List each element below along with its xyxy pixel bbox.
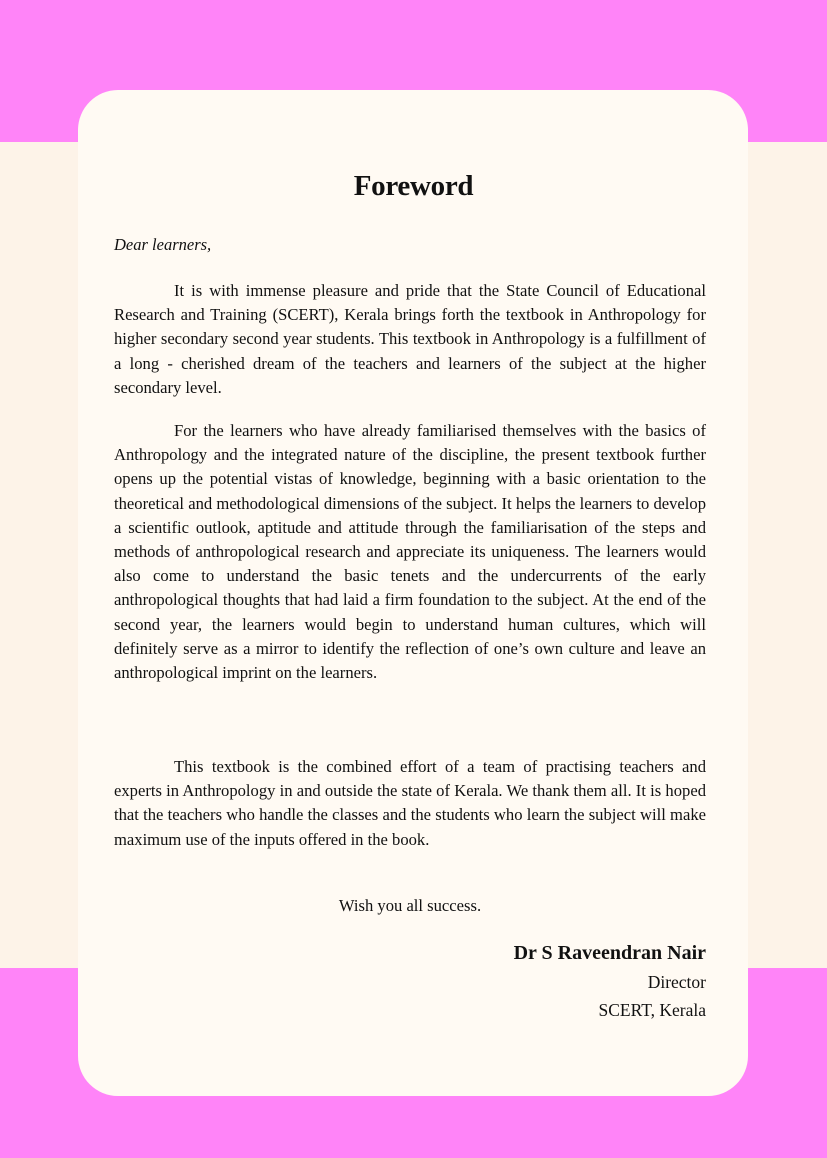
paragraph-2: For the learners who have already familiarised themselves with the basics of Anthropology and the integrated nature of the discipline, the present textbook further opens up the potential vistas of knowledge, beginning with a basic orientation to the theoretical and methodological dimensions of the subject. It helps the learners to develop a scientific outlook, aptitude and attitude through the familiarisation of the steps and methods of anthropological research and appreciate its uniqueness. The learners would also come to understand the basic tenets and the undercurrents of the early anthropological thoughts that had laid a firm foundation to the subject. At the end of the second year, the learners would begin to understand human cultures, which will definitely serve as a mirror to identify the reflection of one’s own culture and leave an anthropological imprint on the learners. (114, 421, 706, 683)
signatory-role: Director (647, 972, 706, 992)
paragraph-3: This textbook is the combined effort of a team of practising teachers and experts in Anthropology in and outside the state of Kerala. We thank them all. It is hoped that the teachers who handle the classes and the students who learn the subject will make maximum use of the inputs offered in the book. (114, 757, 706, 849)
closing-line: Wish you all success. (338, 896, 482, 915)
paragraph-1: It is with immense pleasure and pride that the State Council of Educational Research and Training (SCERT), Kerala brings forth the textbook in Anthropology for higher secondary second year students. This textbook in Anthropology is a fulfillment of a long - cherished dream of the teachers and learners of the subject at the higher secondary level. (114, 281, 706, 397)
signatory-organization: SCERT, Kerala (598, 1000, 706, 1020)
salutation: Dear learners, (114, 235, 212, 254)
page-title: Foreword (353, 170, 474, 202)
signatory-name: Dr S Raveendran Nair (513, 942, 706, 964)
